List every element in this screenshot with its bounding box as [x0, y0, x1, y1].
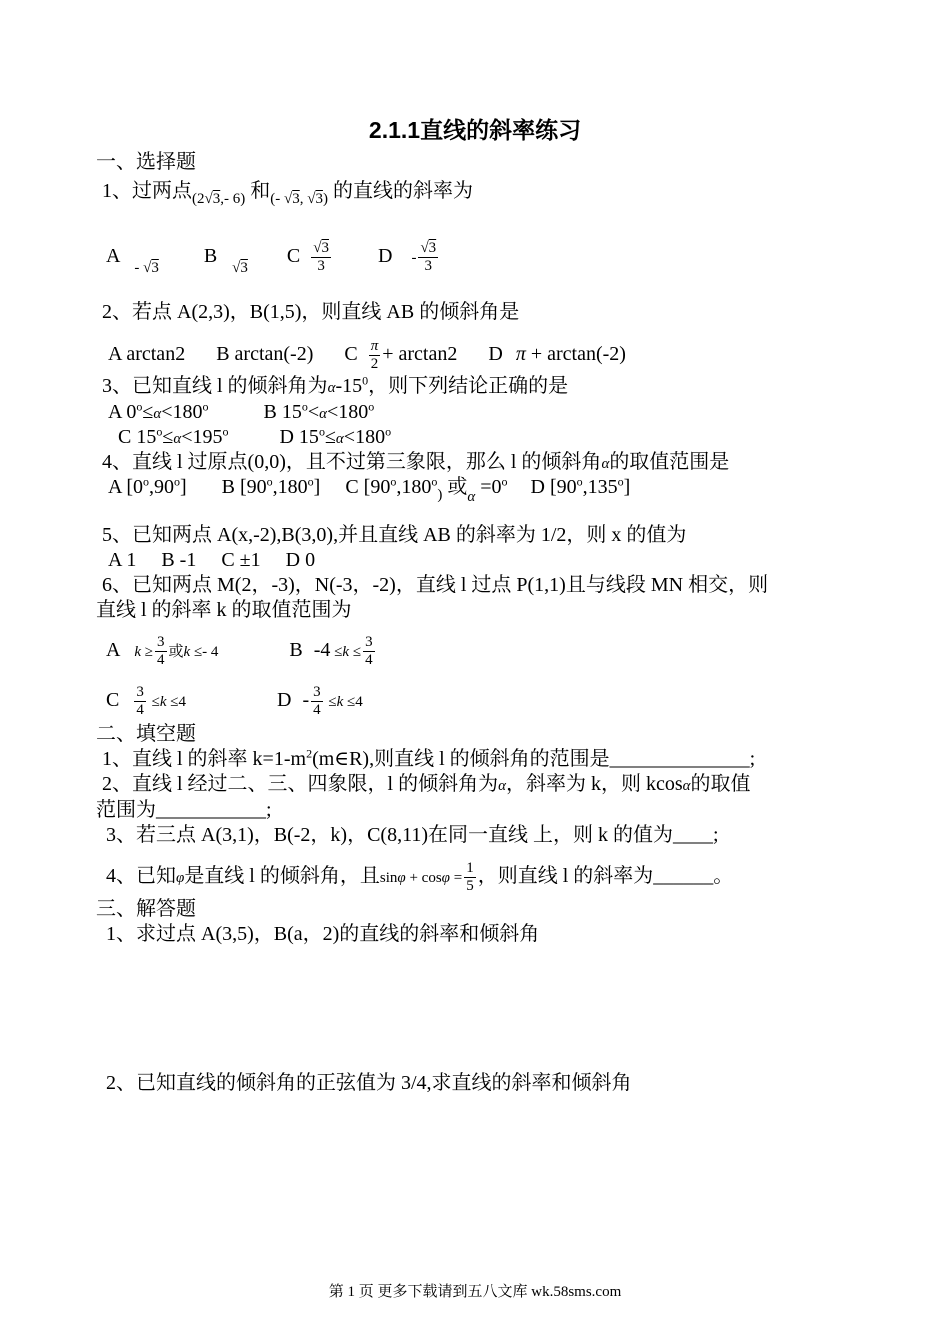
- section-choice: 一、选择题: [96, 151, 196, 173]
- question-3: 3、已知直线 l 的倾斜角为$\alpha-15^0$，则下列结论正确的是: [102, 373, 569, 397]
- question-3-options-cd: C $15^o\le\alpha<195^o$ D $15^o\le\alpha<180^o$: [118, 424, 392, 448]
- question-2-options: A arctan2 B arctan(-2) C $\frac{\pi}{2}$ + arctan2 D π + arctan(-2): [108, 338, 626, 372]
- question-6-options-ab: A k ≥ $\frac{3}{4}$ 或k ≤- 4 B -4 ≤k ≤ $\frac{3}{4}$: [106, 634, 373, 668]
- question-6-line-2: 直线 l 的斜率 k 的取值范围为: [96, 599, 352, 621]
- solve-question-2: 2、已知直线的倾斜角的正弦值为 3/4,求直线的斜率和倾斜角: [106, 1072, 632, 1094]
- section-fill: 二、填空题: [96, 723, 196, 745]
- question-6-line-1: 6、已知两点 M(2，-3)，N(-3，-2)，直线 l 过点 P(1,1)且与线段 MN 相交，则: [102, 574, 769, 596]
- question-1: 1、过两点$_{(2√3,- 6)}$ 和$_{(- √3, √3)}$ 的直线的斜率为: [102, 180, 473, 207]
- solve-question-1: 1、求过点 A(3,5)，B(a，2)的直线的斜率和倾斜角: [106, 923, 540, 945]
- section-solve: 三、解答题: [96, 898, 196, 920]
- fill-question-4: 4、已知φ是直线 l 的倾斜角，且sinφ + cosφ = $\frac{1}{5}$ ，则直线 l 的斜率为______。: [106, 860, 734, 894]
- question-4: 4、直线 l 过原点(0,0)，且不过第三象限，那么 l 的倾斜角α的取值范围是: [102, 451, 730, 473]
- page-footer: 第 1 页 更多下载请到五八文库 wk.58sms.com: [328, 1284, 622, 1300]
- question-2: 2、若点 A(2,3)，B(1,5)，则直线 AB 的倾斜角是: [102, 301, 520, 323]
- question-1-options: A $_{- √3}$ B $_{√3}$ C $\frac{√3}{3}$ D - $\frac{√3}{3}$: [106, 240, 437, 277]
- fill-question-1: 1、直线 l 的斜率 $k=1-m^2(m\in R)$,则直线 l 的倾斜角的范围是______________;: [102, 746, 756, 770]
- fill-question-3: 3、若三点 A(3,1)，B(-2，k)，C(8,11)在同一直线 上，则 k 的值为____;: [106, 824, 719, 846]
- question-5-options: A 1 B -1 C ±1 D 0: [108, 549, 316, 571]
- question-6-options-cd: C $\frac{3}{4}$ ≤k ≤4 D - $\frac{3}{4}$ ≤k ≤4: [106, 684, 363, 718]
- question-3-options-ab: A $0^o\le\alpha<180^o$ B $15^o<\alpha<180^o$: [108, 399, 375, 423]
- fill-question-2: 2、直线 l 经过二、三、四象限，l 的倾斜角为α，斜率为 k，则 kcosα的取值: [102, 773, 751, 795]
- question-4-options: A [0$^o$,90$^o$] B [90$^o$,180$^o$] C [$90^o,180^o_)$ 或$_\alpha =0^o$ D [90$^o$,135$^o$]: [108, 474, 631, 505]
- page-title: 2.1.1直线的斜率练习: [368, 117, 582, 143]
- fill-question-2-line-2: 范围为___________;: [96, 799, 272, 821]
- question-5: 5、已知两点 A(x,-2),B(3,0),并且直线 AB 的斜率为 1/2，则 x 的值为: [102, 524, 687, 546]
